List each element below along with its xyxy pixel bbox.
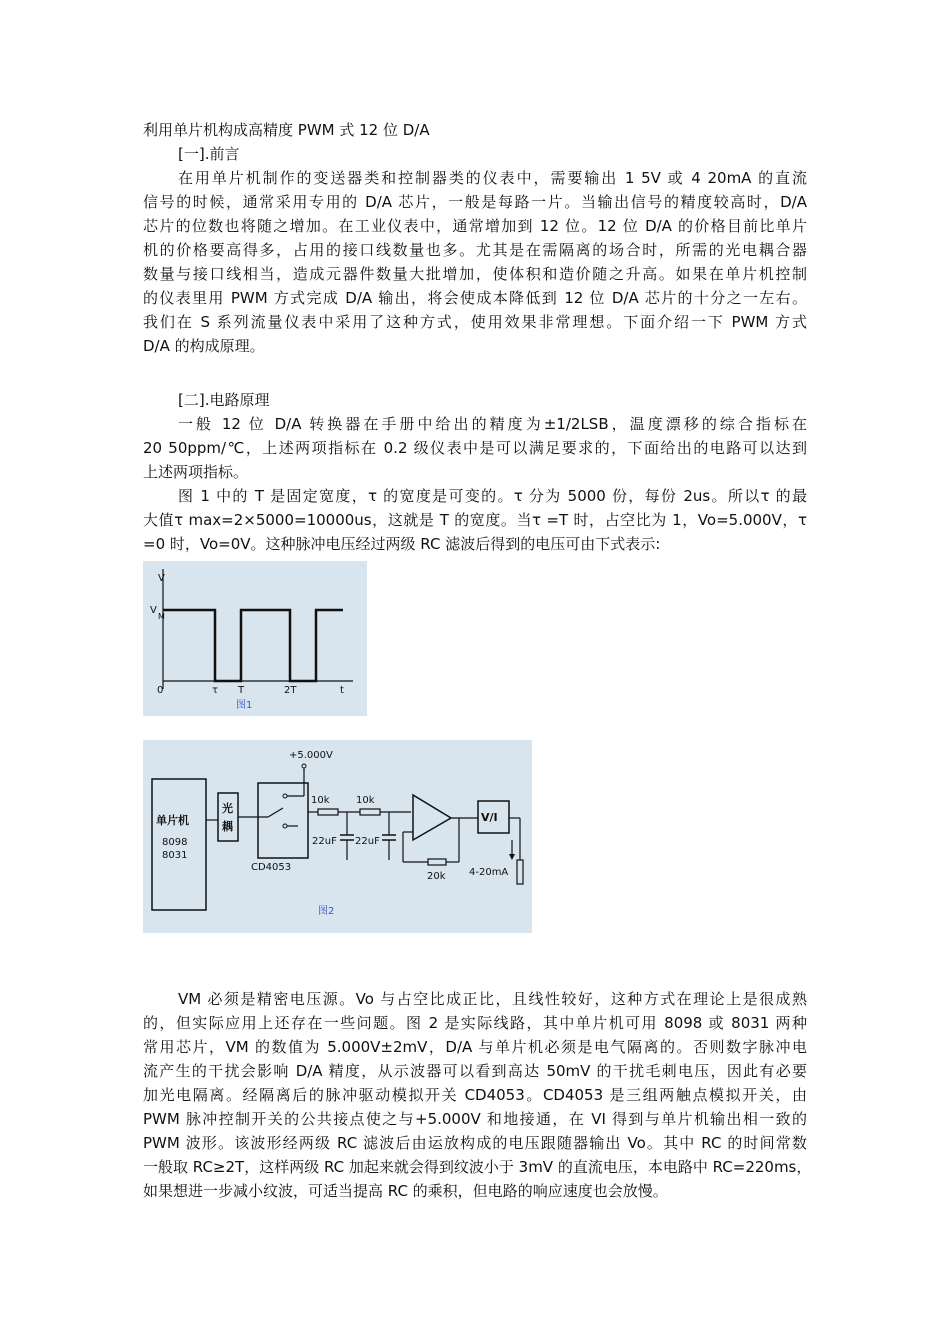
figure-2-circuit-diagram (143, 740, 532, 933)
paragraph-line: 的仪表里用 PWM 方式完成 D/A 输出，将会使成本降低到 12 位 D/A 芯片的十分之一左右。 (143, 289, 807, 307)
paragraph-line: 如果想进一步减小纹波，可适当提高 RC 的乘积，但电路的响应速度也会放慢。 (143, 1182, 668, 1200)
c1-label: 22uF (312, 836, 337, 847)
output-label: 4-20mA (469, 867, 509, 878)
c2-label: 22uF (355, 836, 380, 847)
analog-switch-block (258, 783, 308, 858)
paragraph-line: VM 必须是精密电压源。Vo 与占空比成正比，且线性较好，这种方式在理论上是很成熟 (178, 990, 807, 1008)
paragraph-line: 信号的时候，通常采用专用的 D/A 芯片，一般是每路一片。当输出信号的精度较高时，D/A (143, 193, 807, 211)
optocoupler-block (218, 793, 238, 841)
figure-2-caption: 图2 (318, 906, 335, 917)
origin-label: 0 (157, 685, 164, 696)
y-axis-label: V (158, 573, 165, 584)
paragraph-line: 一般取 RC≥2T，这样两级 RC 加起来就会得到纹波小于 3mV 的直流电压，本电路中 RC=220ms， (143, 1158, 812, 1176)
paragraph-line: PWM 脉冲控制开关的公共接点使之与+5.000V 和地接通，在 VI 得到与单片机输出相一致的 (143, 1110, 807, 1128)
vi-label: V/I (481, 811, 498, 824)
tick-tau: τ (212, 685, 219, 696)
vm-label: V (150, 605, 157, 616)
vm-subscript: M (158, 612, 165, 621)
tick-2T: 2T (284, 685, 297, 696)
paragraph-line: 机的价格要高得多，占用的接口线数量也多。尤其是在需隔离的场合时，所需的光电耦合器 (143, 241, 807, 259)
paragraph-line: 大值τ max=2×5000=10000us，这就是 T 的宽度。当τ =T 时，占空比为 1，Vo=5.000V，τ (143, 511, 807, 529)
paragraph-line: D/A 的构成原理。 (143, 337, 265, 355)
paragraph-line: 常用芯片，VM 的数值为 5.000V±2mV，D/A 与单片机必须是电气隔离的。否则数字脉冲电 (143, 1038, 807, 1056)
switch-label: CD4053 (251, 862, 292, 873)
opto-label-1: 光 (222, 802, 233, 815)
tick-t: t (340, 685, 344, 696)
r1-label: 10k (311, 795, 330, 806)
mcu-part-8098: 8098 (162, 837, 188, 848)
opamp-symbol (413, 795, 451, 840)
opto-label-2: 耦 (222, 820, 233, 833)
paragraph-line: 图 1 中的 T 是固定宽度，τ 的宽度是可变的。τ 分为 5000 份，每份 2us。所以τ 的最 (178, 487, 807, 505)
paragraph-line: 的，但实际应用上还存在一些问题。图 2 是实际线路，其中单片机可用 8098 或 8031 两种 (143, 1014, 807, 1032)
paragraph-line: 加光电隔离。经隔离后的脉冲驱动模拟开关 CD4053。CD4053 是三组两触点模拟开关，由 (143, 1086, 807, 1104)
paragraph-line: 数量与接口线相当，造成元器件数量大批增加，使体积和造价随之升高。如果在单片机控制 (143, 265, 807, 283)
document-title: 利用单片机构成高精度 PWM 式 12 位 D/A (143, 121, 430, 139)
paragraph-line: =0 时，Vo=0V。这种脉冲电压经过两级 RC 滤波后得到的电压可由下式表示: (143, 535, 661, 553)
mcu-label: 单片机 (156, 814, 189, 827)
vcc-label: +5.000V (289, 750, 333, 761)
paragraph-line: 我们在 S 系列流量仪表中采用了这种方式，使用效果非常理想。下面介绍一下 PWM 方式 (143, 313, 807, 331)
section-heading-preface: [一].前言 (178, 145, 240, 163)
figure-1-caption: 图1 (236, 700, 253, 711)
paragraph-line: 在用单片机制作的变送器类和控制器类的仪表中，需要输出 1 5V 或 4 20mA 的直流 (178, 169, 807, 187)
paragraph-line: PWM 波形。该波形经两级 RC 滤波后由运放构成的电压跟随器输出 Vo。其中 RC 的时间常数 (143, 1134, 807, 1152)
paragraph-line: 上述两项指标。 (143, 463, 249, 481)
paragraph-line: 流产生的干扰会影响 D/A 精度，从示波器可以看到高达 50mV 的干扰毛刺电压，因此有必要 (143, 1062, 807, 1080)
rf-label: 20k (427, 871, 446, 882)
paragraph-line: 芯片的位数也将随之增加。在工业仪表中，通常增加到 12 位。12 位 D/A 的价格目前比单片 (143, 217, 807, 235)
paragraph-line: 20 50ppm/℃，上述两项指标在 0.2 级仪表中是可以满足要求的，下面给出的电路可以达到 (143, 439, 807, 457)
tick-T: T (238, 685, 245, 696)
section-heading-circuit: [二].电路原理 (178, 391, 270, 409)
figure-1-pwm-waveform (143, 561, 367, 716)
paragraph-line: 一般 12 位 D/A 转换器在手册中给出的精度为±1/2LSB，温度漂移的综合指标在 (178, 415, 807, 433)
mcu-part-8031: 8031 (162, 850, 188, 861)
r2-label: 10k (356, 795, 375, 806)
